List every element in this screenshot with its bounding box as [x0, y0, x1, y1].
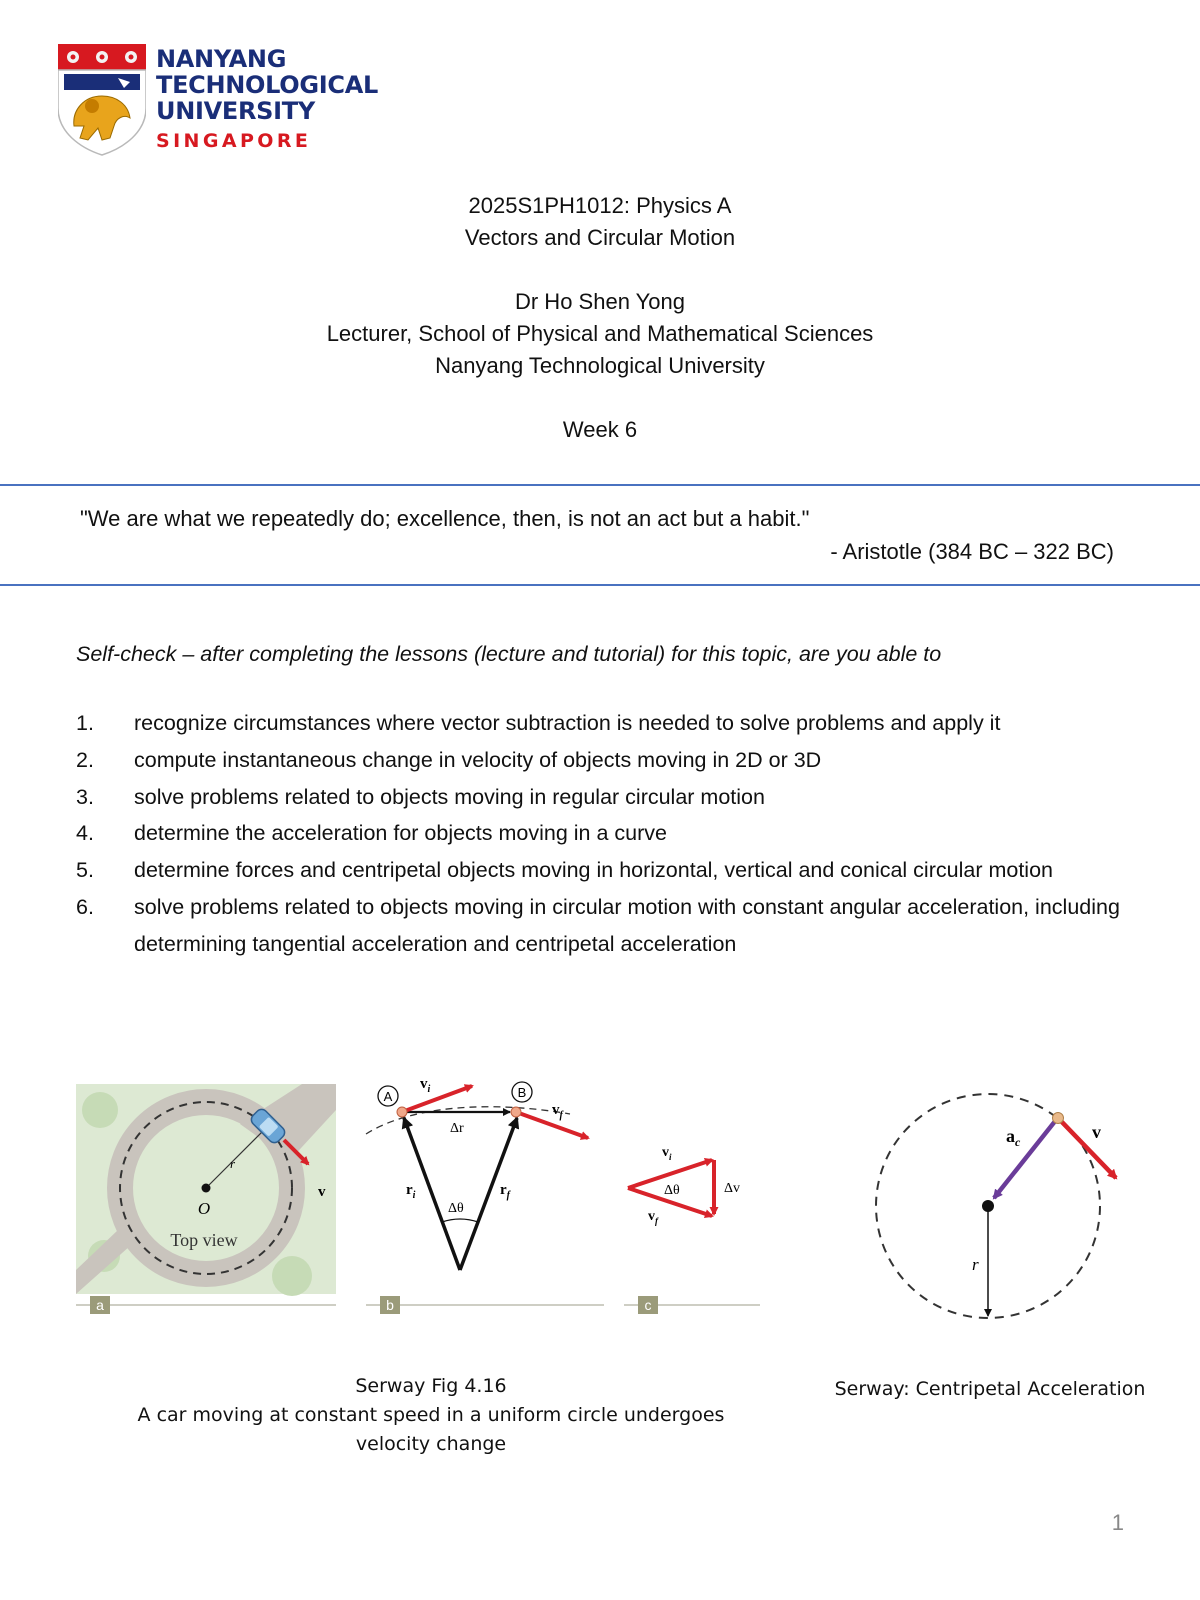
- angle-arc: [442, 1219, 478, 1222]
- figure-4-16: [70, 1070, 770, 1350]
- list-item-text: solve problems related to objects moving in circular motion with constant angular acceleration, including determining tangential acceleration and centripetal acceleration: [134, 894, 1120, 956]
- panel-b-tag-label: b: [386, 1297, 394, 1313]
- point-a-label: A: [383, 1089, 393, 1104]
- velocity-label: v: [1092, 1122, 1101, 1142]
- lecturer-name: Dr Ho Shen Yong: [514, 289, 686, 314]
- velocity-arrow: [1060, 1120, 1116, 1178]
- figure-4-16-caption: [106, 1372, 756, 1459]
- list-item-number: 4.: [76, 821, 94, 846]
- list-item: [76, 779, 1136, 816]
- ri-label: $r_i$: [406, 1182, 416, 1201]
- course-title: 2025S1PH1012: Physics A: [468, 193, 732, 218]
- topic-title: Vectors and Circular Motion: [464, 225, 736, 250]
- center-label: O: [197, 1199, 211, 1218]
- vi-label: $v_i$: [420, 1076, 431, 1095]
- particle-dot: [1053, 1113, 1064, 1124]
- angle-label-b: Δθ: [448, 1201, 464, 1216]
- institution-name: Nanyang Technological University: [435, 353, 765, 378]
- lecturer-role: Lecturer, School of Physical and Mathematical Sciences: [326, 321, 874, 346]
- page-number: 1: [1111, 1510, 1124, 1535]
- angle-label-c: Δθ: [664, 1183, 680, 1198]
- panel-c: [624, 1145, 760, 1314]
- point-b-label: B: [517, 1085, 527, 1100]
- figure-4-16-caption-title: Serway Fig 4.16: [355, 1375, 507, 1397]
- top-view-label: Top view: [170, 1230, 238, 1250]
- week-label: Week 6: [562, 417, 638, 442]
- panel-a: [76, 1084, 336, 1314]
- quote-top-divider: [0, 484, 1200, 486]
- list-item-text: determine forces and centripetal objects moving in horizontal, vertical and conical circular motion: [134, 858, 1053, 883]
- panel-b: [366, 1076, 604, 1314]
- list-item: [76, 889, 1136, 963]
- centripetal-acceleration-arrow: [994, 1120, 1056, 1198]
- objectives-list: [76, 705, 1136, 963]
- list-item-number: 5.: [76, 858, 94, 883]
- quote-bottom-divider: [0, 584, 1200, 586]
- centripetal-figure: [860, 1080, 1130, 1330]
- panel-a-tag-label: a: [96, 1297, 104, 1313]
- panel-c-tag-label: c: [644, 1297, 652, 1313]
- logo-line-nanyang: NANYANG: [156, 45, 287, 73]
- delta-r-label: Δr: [450, 1121, 464, 1136]
- centripetal-caption: Serway: Centripetal Acceleration: [834, 1378, 1146, 1400]
- logo-line-singapore: SINGAPORE: [156, 130, 312, 152]
- logo-line-university: UNIVERSITY: [156, 97, 315, 125]
- list-item-text: determine the acceleration for objects moving in a curve: [134, 821, 667, 846]
- rf-label: $r_f$: [500, 1182, 511, 1201]
- list-item-number: 2.: [76, 747, 94, 772]
- list-item-number: 3.: [76, 784, 94, 809]
- university-logo: [58, 44, 378, 162]
- list-item-text: compute instantaneous change in velocity of objects moving in 2D or 3D: [134, 747, 822, 772]
- vf-label-c: $v_f$: [648, 1209, 658, 1226]
- ntu-crest-icon: [58, 44, 146, 156]
- list-item: [76, 742, 1136, 779]
- radius-label: r: [230, 1156, 236, 1171]
- list-item-text: solve problems related to objects moving in regular circular motion: [134, 784, 765, 809]
- figure-4-16-caption-text: A car moving at constant speed in a uniform circle undergoes velocity change: [137, 1404, 725, 1455]
- delta-v-label: Δv: [724, 1181, 741, 1196]
- quote-text: "We are what we repeatedly do; excellence, then, is not an act but a habit.": [80, 506, 810, 531]
- center-point: [982, 1200, 994, 1212]
- list-item: [76, 852, 1136, 889]
- acceleration-label: $a_c$: [1006, 1126, 1021, 1149]
- self-check-intro: Self-check – after completing the lessons (lecture and tutorial) for this topic, are you able to: [76, 642, 942, 666]
- velocity-label: v: [318, 1184, 326, 1200]
- point-b-dot: [511, 1107, 521, 1117]
- vf-label: $v_f$: [552, 1102, 563, 1121]
- quote-author: - Aristotle (384 BC – 322 BC): [830, 539, 1114, 564]
- title-block: [0, 190, 1200, 446]
- logo-line-technological: TECHNOLOGICAL: [156, 71, 379, 99]
- list-item-number: 6.: [76, 894, 94, 919]
- list-item-text: recognize circumstances where vector subtraction is needed to solve problems and apply it: [134, 711, 1001, 735]
- point-a-dot: [397, 1107, 407, 1117]
- center-point: [202, 1184, 211, 1193]
- list-item-number: 1.: [76, 711, 94, 735]
- radius-label: r: [972, 1255, 979, 1274]
- vi-label-c: $v_i$: [662, 1145, 672, 1162]
- list-item: [76, 705, 1136, 742]
- list-item: [76, 815, 1136, 852]
